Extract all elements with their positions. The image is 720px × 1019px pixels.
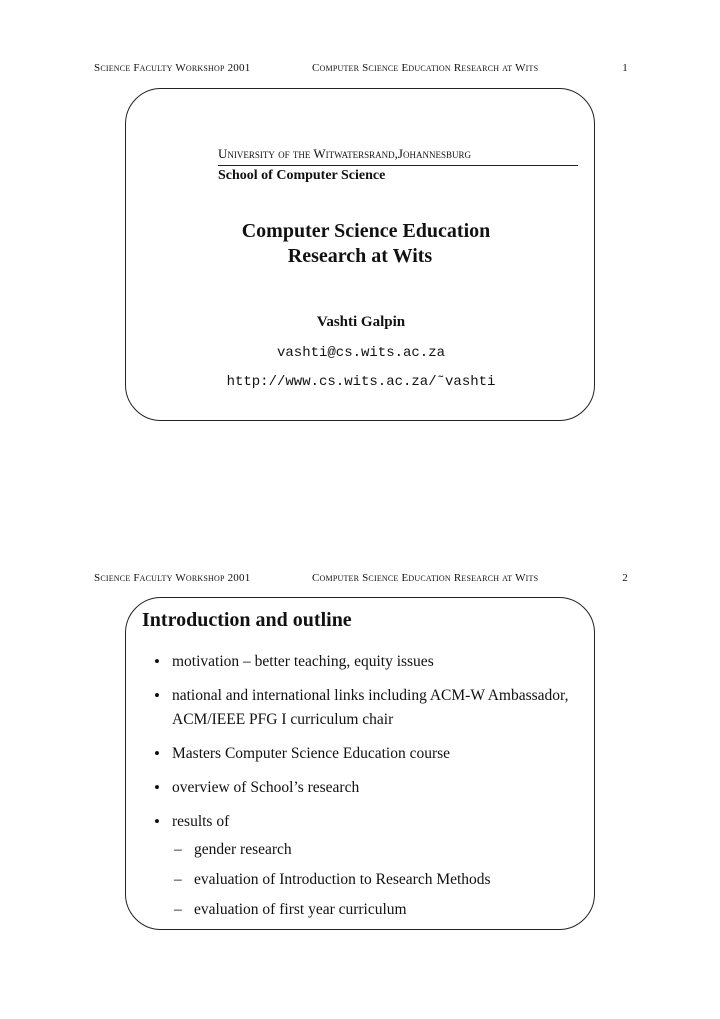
author-email: vashti@cs.wits.ac.za: [276, 345, 446, 361]
header-title: Computer Science Education Research at Wits: [312, 572, 539, 584]
list-item: • overview of School’s research: [150, 776, 580, 800]
school-name: School of Computer Science: [218, 168, 386, 183]
sub-list-item: – evaluation of Introduction to Research Methods: [172, 868, 580, 892]
list-item-label: results of: [172, 813, 230, 830]
outline-slide: [125, 597, 595, 930]
list-item: • motivation – better teaching, equity issues: [150, 650, 580, 674]
header-workshop: Science Faculty Workshop 2001: [94, 572, 251, 584]
slide-title: [126, 219, 606, 269]
running-header: [94, 572, 628, 588]
title-slide: [125, 88, 595, 421]
page-number: 1: [622, 62, 628, 74]
list-item: • Masters Computer Science Education course: [150, 742, 580, 766]
author-name: Vashti Galpin: [316, 314, 406, 330]
university-name: University of the Witwatersrand,Johannesburg: [218, 146, 578, 166]
running-header: [94, 62, 628, 78]
header-title: Computer Science Education Research at Wits: [312, 62, 539, 74]
title-line-2: Research at Wits: [287, 245, 433, 267]
bullet-list: [150, 650, 580, 928]
slide-heading: Introduction and outline: [142, 609, 352, 631]
author-url: http://www.cs.wits.ac.za/˜vashti: [226, 374, 496, 390]
list-item: • national and international links including ACM-W Ambassador, ACM/IEEE PFG I curriculum chair: [150, 684, 580, 732]
sub-list-item: – gender research: [172, 838, 580, 862]
list-item: [150, 810, 580, 922]
page-number: 2: [622, 572, 628, 584]
sub-bullet-list: [172, 838, 580, 922]
sub-list-item: – evaluation of first year curriculum: [172, 898, 580, 922]
title-line-1: Computer Science Education: [241, 220, 491, 242]
header-workshop: Science Faculty Workshop 2001: [94, 62, 251, 74]
